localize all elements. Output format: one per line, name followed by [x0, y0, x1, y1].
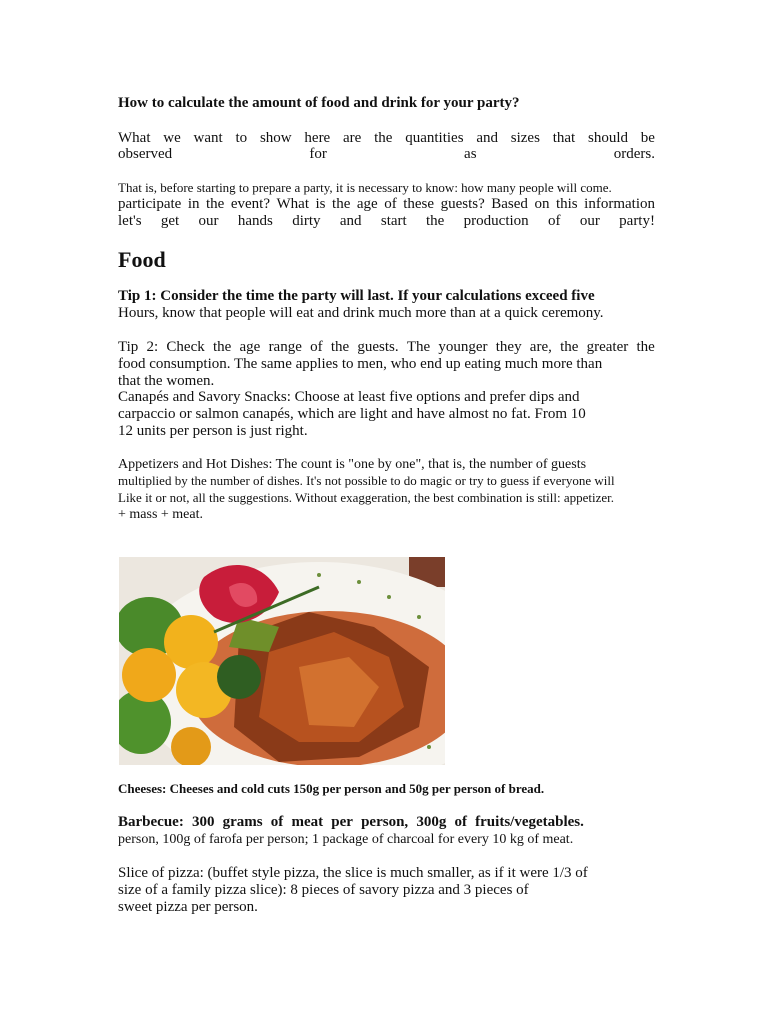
- word: should: [588, 130, 629, 146]
- word: quantities: [405, 130, 464, 146]
- word: these: [403, 196, 435, 212]
- word: our: [198, 213, 219, 229]
- context-line-2: [118, 197, 655, 212]
- word: age: [356, 196, 378, 212]
- word: the: [560, 339, 579, 355]
- word: for: [309, 146, 327, 162]
- appetizers-line-1: Appetizers and Hot Dishes: The count is "one by one", that is, the number of guests: [118, 457, 587, 472]
- word: production: [463, 213, 529, 229]
- canapes-line-3: 12 units per person is just right.: [118, 423, 308, 439]
- word: the: [374, 130, 393, 146]
- word: get: [160, 213, 180, 229]
- tip1-line-2: Hours, know that people will eat and drink much more than at a quick ceremony.: [118, 305, 604, 321]
- word: to: [235, 130, 248, 146]
- word: event?: [230, 196, 270, 212]
- word: grams: [222, 814, 263, 830]
- word: show: [259, 130, 292, 146]
- word: and: [339, 213, 362, 229]
- word: of: [270, 814, 284, 830]
- barbecue-line-2: person, 100g of farofa per person; 1 package of charcoal for every 10 kg of meat.: [118, 832, 574, 847]
- word: of: [548, 213, 561, 229]
- word: party!: [619, 213, 655, 229]
- word: fruits/vegetables.: [475, 814, 584, 830]
- word: What: [118, 130, 151, 146]
- word: our: [579, 213, 600, 229]
- word: the: [206, 196, 225, 212]
- word: are: [343, 130, 362, 146]
- intro-line-1: [118, 131, 655, 146]
- word: in: [187, 196, 200, 212]
- food-photo-illustration: [119, 557, 445, 765]
- tip2-line-3: that the women.: [118, 373, 215, 389]
- word: hands: [237, 213, 273, 229]
- word: 2:: [146, 339, 159, 355]
- roast-meat-plate-photo: [119, 557, 445, 765]
- appetizers-line-3: Like it or not, all the suggestions. Without exaggeration, the best combination is still: appetizer.: [118, 490, 615, 505]
- word: 300: [191, 814, 215, 830]
- word: The: [406, 339, 431, 355]
- word: the: [212, 339, 232, 355]
- word: is: [315, 196, 326, 212]
- word: information: [584, 196, 655, 212]
- tip2-line-2: food consumption. The same applies to men, who end up eating much more than: [118, 356, 603, 372]
- pizza-line-1: Slice of pizza: (buffet style pizza, the slice is much smaller, as if it were 1/3 of: [118, 865, 588, 881]
- tip1-line-1: Tip 1: Consider the time the party will last. If your calculations exceed five: [118, 288, 595, 304]
- page-title: How to calculate the amount of food and drink for your party?: [118, 95, 520, 111]
- word: What: [276, 196, 309, 212]
- word: let's: [118, 213, 142, 229]
- appetizers-line-4: + mass + meat.: [118, 507, 203, 522]
- context-line-1: That is, before starting to prepare a party, it is necessary to know: how many people will come.: [118, 180, 612, 195]
- word: and: [476, 130, 498, 146]
- word: greater: [586, 339, 629, 355]
- word: age: [239, 339, 261, 355]
- word: range: [268, 339, 302, 355]
- word: the: [332, 196, 351, 212]
- canapes-line-1: Canapés and Savory Snacks: Choose at least five options and prefer dips and: [118, 389, 580, 405]
- word: guests?: [440, 196, 485, 212]
- context-line-3: [118, 214, 655, 229]
- word: observed: [118, 146, 173, 162]
- word: 300g: [416, 814, 447, 830]
- barbecue-line-1: [118, 815, 584, 830]
- canapes-line-2: carpaccio or salmon canapés, which are light and have almost no fat. From 10: [118, 406, 586, 422]
- word: of: [454, 814, 467, 830]
- word: the: [426, 213, 445, 229]
- intro-line-2: [118, 147, 655, 162]
- pizza-line-3: sweet pizza per person.: [118, 899, 258, 915]
- word: be: [640, 130, 655, 146]
- word: we: [163, 130, 181, 146]
- word: are,: [529, 339, 552, 355]
- word: here: [304, 130, 331, 146]
- cheeses-line: Cheeses: Cheeses and cold cuts 150g per person and 50g per person of bread.: [118, 781, 545, 796]
- word: sizes: [510, 130, 540, 146]
- word: start: [380, 213, 407, 229]
- appetizers-line-2: multiplied by the number of dishes. It's not possible to do magic or try to guess if everyone will: [118, 473, 615, 488]
- word: Tip: [118, 339, 139, 355]
- word: per: [331, 814, 353, 830]
- word: of: [310, 339, 323, 355]
- tip2-line-1: [118, 340, 655, 355]
- word: they: [495, 339, 522, 355]
- word: younger: [438, 339, 488, 355]
- word: of: [384, 196, 397, 212]
- word: participate: [118, 196, 182, 212]
- word: guests.: [357, 339, 399, 355]
- pizza-line-2: size of a family pizza slice): 8 pieces of savory pizza and 3 pieces of: [118, 882, 529, 898]
- word: the: [330, 339, 350, 355]
- word: Based: [491, 196, 528, 212]
- word: meat: [291, 814, 324, 830]
- word: want: [193, 130, 223, 146]
- word: this: [555, 196, 578, 212]
- word: that: [552, 130, 576, 146]
- word: Barbecue:: [118, 814, 184, 830]
- word: on: [534, 196, 550, 212]
- food-heading: Food: [118, 247, 166, 272]
- word: person,: [361, 814, 409, 830]
- word: Check: [166, 339, 205, 355]
- word: the: [636, 339, 655, 355]
- word: orders.: [613, 146, 655, 162]
- word: dirty: [292, 213, 321, 229]
- word: as: [464, 146, 477, 162]
